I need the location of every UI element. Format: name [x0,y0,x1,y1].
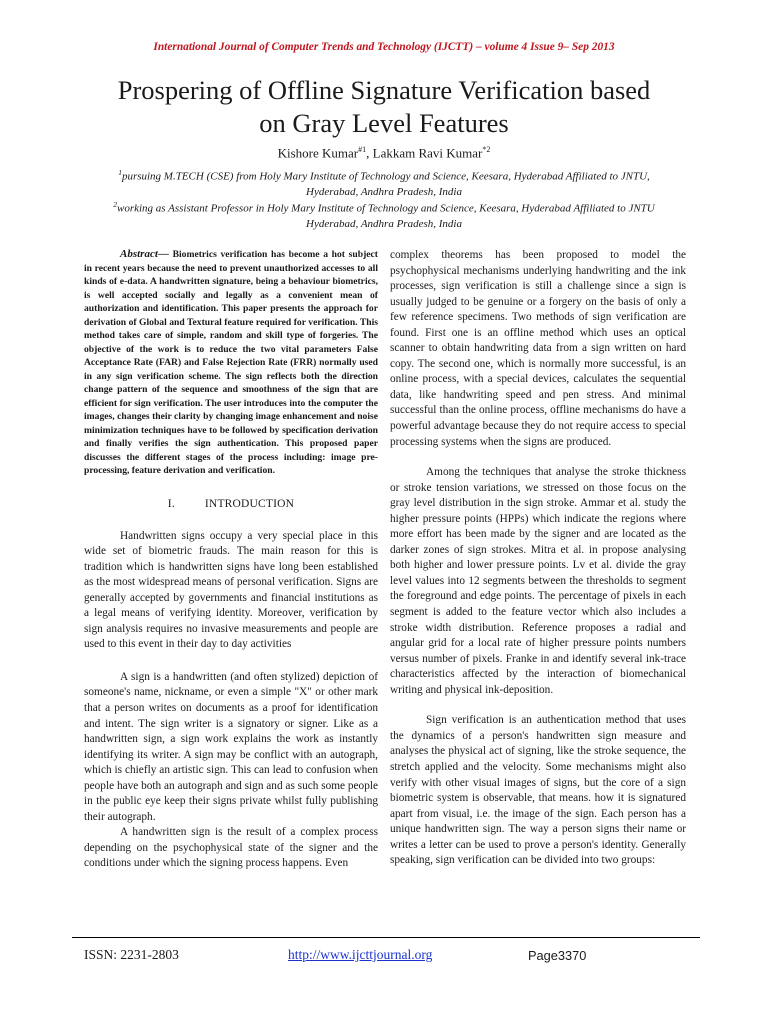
affiliation-marker: 2 [113,200,117,209]
journal-header: International Journal of Computer Trends and Technology (IJCTT) – volume 4 Issue 9– Sep 2013 [153,41,615,53]
right-column [390,248,686,869]
affiliation-1 [80,165,688,201]
body-paragraph: Handwritten signs occupy a very special place in this wide set of biometric frauds. The main reason for this is tradition which is handwritten signs have long been established as the most widespread means of personal verification. Signs are generally accepted by governments and financial institutions as a legal means of verifying identity. Moreover, verification by sign analysis requires no invasive measurements and people are used to this event in their day to day activities [84,529,378,651]
body-paragraph: A handwritten sign is the result of a complex process depending on the psychophysical state of the signer and the conditions under which the signing process happens. Even [84,826,378,870]
affiliation-text: pursuing M.TECH (CSE) from Holy Mary Institute of Technology and Science, Keesara, Hyderabad Affiliated to JNTU, [121,170,650,183]
affiliation-text: Hyderabad, Andhra Pradesh, India [306,218,462,231]
author-affiliation-marker: #1 [358,145,367,154]
footer-issn: ISSN: 2231-2803 [84,947,179,962]
author-name: Kishore Kumar [277,145,359,161]
author-list [0,145,768,161]
affiliation-marker: 1 [118,168,122,177]
journal-website-link[interactable]: http://www.ijcttjournal.org [288,947,433,962]
abstract [84,248,378,478]
body-paragraph: complex theorems has been proposed to model the psychophysical mechanisms underlying handwriting and the ink processes, sign verification is still a challenge since a sign is usually judged to be genuine or a forgery on the basis of only a few reference specimens. Two methods of sign verification are found. First one is an offline method which uses an optical scanner to obtain handwriting data from a sign written on hard copy. The second one, which is normally more successful, is an online process, with a special devices, calculates the sequential data, like handwriting speed and pen stress. And minimal successful than the online process, offline mechanisms do have a powerful advantage because they do not require access to special processing systems when the signs are produced. [390,249,686,448]
section-heading [84,498,378,510]
affiliation-text: Hyderabad, Andhra Pradesh, India [306,186,462,199]
author-affiliation-marker: *2 [482,145,491,154]
body-paragraph: Sign verification is an authentication method that uses the dynamics of a person's handwritten sign measure and analyses the physical act of signing, like the stroke sequence, the stretch applied and the velocity. Some mechanisms might also verify with other visual images of signs, but the core of a sign biometric system is observable, that means. how it is signatured apart from visual, i.e. the image of the sign. Each person has a unique handwritten sign. The way a person signs their name or writes a letter can be used to prove a person's identity. Generally speaking, sign verification can be divided into two groups: [390,714,686,867]
footer-divider [72,937,700,938]
section-number: I. [167,497,175,510]
page-number: Page3370 [528,948,587,963]
left-column [84,248,378,872]
body-paragraph: Among the techniques that analyse the stroke thickness or stroke tension variations, we stressed on those focus on the gray level distribution in the sign stroke. Ammar et al. study the higher pressure points (HPPs) which indicate the regions where more effort has been made by the signer and are located as the darker zones of sign strokes. Mitra et al. in propose analysing both higher and lower pressure points. Lv et al. divide the gray level values into 12 segments between the thresholds to segment the foreground and edge points. The percentage of pixels in each segment is added to the feature vector which also includes a stroke width distribution. Reference proposes a radial and angular grid for a local rate of higher pressure points numbers versus number of pixels. Franke in and identify several ink-trace characteristics affected by the interaction of biomechanical writing and physical ink-deposition. [390,466,686,696]
affiliation-2 [80,197,688,233]
abstract-label: Abstract— [120,248,169,260]
section-title: INTRODUCTION [204,497,295,510]
affiliation-text: working as Assistant Professor in Holy Mary Institute of Technology and Science, Keesara, Hyderabad Affiliated to JNTU [117,202,655,215]
abstract-text: Biometrics verification has become a hot subject in recent years because the need to prevent unauthorized accesses to all kinds of e-data. A handwritten signature, being a behaviour biometrics, is well accepted socially and legally as a convenient mean of authorization and identification. This paper presents the approach for derivation of Global and Textural feature required for verification. This method takes care of simple, random and skill type of forgeries. The objective of the work is to reduce the two vital parameters False Acceptance Rate (FAR) and False Rejection Rate (FRR) normally used in any sign verification scheme. The sign reflects both the direction change pattern of the sequence and smoothness of the sign that are efficient for sign verification. The user introduces into the computer the images, changes their clarity by changing image enhancement and noise minimization techniques have to be followed by specification derivation and finally verifies the sign authentication. This proposed paper discusses the different stages of the process including: image pre-processing, feature derivation and verification. [84,249,378,476]
author-separator: , [366,145,373,161]
author-name: Lakkam Ravi Kumar [372,145,483,161]
title-line-1: Prospering of Offline Signature Verification based [117,75,651,105]
body-paragraph: A sign is a handwritten (and often stylized) depiction of someone's name, nickname, or even a simple "X" or other mark that a person writes on documents as a proof for identification and intent. The sign writer is a signatory or signer. Like as a handwritten sign, a sign work explains the work as instantly identifying its writer. A sign may be conflict with an autograph, which is chiefly an artistic sign. This can lead to confusion when people have both an autograph and sign and as such some people in the public eye keep their signs private whilst fully publishing their autograph. [84,670,378,823]
title-line-2: on Gray Level Features [259,108,509,138]
paper-title [40,74,728,140]
